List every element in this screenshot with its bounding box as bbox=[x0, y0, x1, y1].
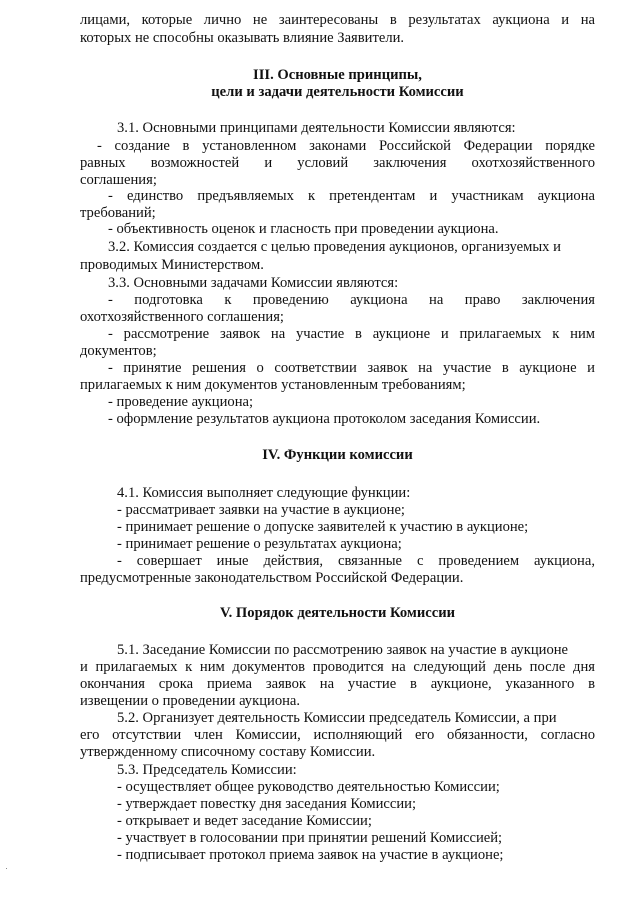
text-line: - объективность оценок и гласность при проведении аукциона. bbox=[108, 221, 499, 237]
text-line: - создание в установленном законами Российской Федерации порядке bbox=[97, 138, 595, 154]
text-line: 3.2. Комиссия создается с целью проведения аукционов, организуемых и bbox=[108, 239, 561, 255]
text-line: 4.1. Комиссия выполняет следующие функции: bbox=[117, 485, 411, 501]
section-heading: V. Порядок деятельности Комиссии bbox=[219, 605, 456, 621]
text-line: - осуществляет общее руководство деятельностью Комиссии; bbox=[117, 779, 500, 795]
text-line: извещении о проведении аукциона. bbox=[80, 693, 301, 709]
text-line: - совершает иные действия, связанные с проведением аукциона, bbox=[117, 553, 595, 569]
scan-speck bbox=[6, 868, 7, 869]
text-line: - участвует в голосовании при принятии решений Комиссией; bbox=[117, 830, 503, 846]
text-line: 3.1. Основными принципами деятельности Комиссии являются: bbox=[117, 120, 516, 136]
text-line: - рассматривает заявки на участие в аукционе; bbox=[117, 502, 405, 518]
text-line: - утверждает повестку дня заседания Комиссии; bbox=[117, 796, 417, 812]
section-heading: III. Основные принципы, bbox=[253, 67, 422, 83]
text-line: соглашения; bbox=[80, 172, 157, 188]
text-line: прилагаемых к ним документов установленным требованиям; bbox=[80, 377, 466, 393]
text-line: проводимых Министерством. bbox=[80, 257, 264, 273]
text-line: - проведение аукциона; bbox=[108, 394, 254, 410]
text-line: - принимает решение о допуске заявителей к участию в аукционе; bbox=[117, 519, 529, 535]
text-line: предусмотренные законодательством Российской Федерации. bbox=[80, 570, 464, 586]
text-line: - принятие решения о соответствии заявок на участие в аукционе и bbox=[108, 360, 595, 376]
text-line: его отсутствии член Комиссии, исполняющий его обязанности, согласно bbox=[80, 727, 595, 743]
text-line: утвержденному списочному составу Комиссии. bbox=[80, 744, 376, 760]
text-line: - подписывает протокол приема заявок на участие в аукционе; bbox=[117, 847, 504, 863]
text-line: - принимает решение о результатах аукциона; bbox=[117, 536, 402, 552]
section-heading: цели и задачи деятельности Комиссии bbox=[211, 84, 464, 100]
text-line: требований; bbox=[80, 205, 156, 221]
text-line: - подготовка к проведению аукциона на право заключения bbox=[108, 292, 595, 308]
section-heading: IV. Функции комиссии bbox=[262, 447, 413, 463]
text-line: и прилагаемых к ним документов проводится на следующий день после дня bbox=[80, 659, 595, 675]
text-line: 5.3. Председатель Комиссии: bbox=[117, 762, 297, 778]
text-line: 5.2. Организует деятельность Комиссии председатель Комиссии, а при bbox=[117, 710, 557, 726]
text-line: которых не способны оказывать влияние Заявители. bbox=[80, 30, 405, 46]
text-line: 3.3. Основными задачами Комиссии являются: bbox=[108, 275, 399, 291]
text-line: - оформление результатов аукциона протоколом заседания Комиссии. bbox=[108, 411, 541, 427]
text-line: - открывает и ведет заседание Комиссии; bbox=[117, 813, 372, 829]
text-line: 5.1. Заседание Комиссии по рассмотрению заявок на участие в аукционе bbox=[117, 642, 569, 658]
text-line: равных возможностей и условий заключения охотхозяйственного bbox=[80, 155, 595, 171]
text-line: - единство предъявляемых к претендентам и участникам аукциона bbox=[108, 188, 595, 204]
text-line: охотхозяйственного соглашения; bbox=[80, 309, 284, 325]
text-line: лицами, которые лично не заинтересованы в результатах аукциона и на bbox=[80, 12, 595, 28]
text-line: - рассмотрение заявок на участие в аукционе и прилагаемых к ним bbox=[108, 326, 595, 342]
text-line: окончания срока приема заявок на участие в аукционе, указанного в bbox=[80, 676, 595, 692]
text-line: документов; bbox=[80, 343, 157, 359]
